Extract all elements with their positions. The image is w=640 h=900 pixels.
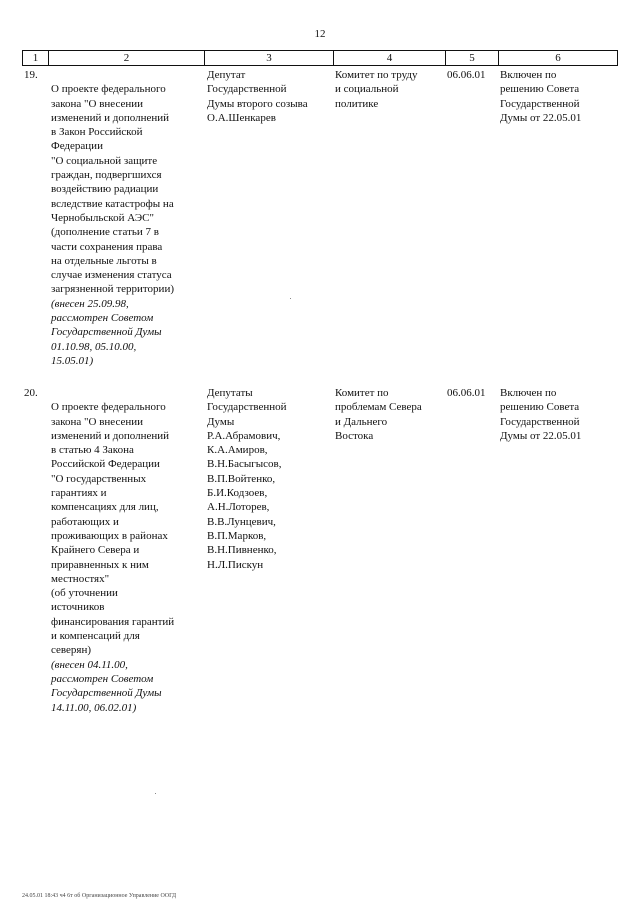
bill-title-cell — [51, 386, 203, 729]
column-header: 4 — [333, 51, 445, 65]
bill-title: О проекте федерального закона "О внесении изменений и дополнений в Закон Российской Федерации "О социальной защите граждан, подвергшихся воздействию радиации вследствие катастрофы на Чернобыльской АЭС" (дополнение статьи 7 в части сохранения права на отдельные льготы в случае изменения статуса загрязненной территории) — [51, 83, 174, 296]
bill-submission-note: (внесен 04.11.00, рассмотрен Советом Государственной Думы 14.11.00, 06.02.01) — [51, 658, 162, 714]
scan-speck — [155, 793, 156, 794]
column-header: 3 — [204, 51, 333, 65]
row-number: 19. — [24, 69, 38, 81]
bill-author: Депутаты Государственной Думы Р.А.Абрамович, К.А.Амиров, В.Н.Басыгысов, В.П.Войтенко, Б.И.Кодзоев, А.Н.Лоторев, В.В.Лунцевич, В.П.Марков, В.Н.Пивненко, Н.Л.Пискун — [207, 387, 287, 571]
column-header: 5 — [445, 51, 498, 65]
consideration-date: 06.06.01 — [447, 69, 486, 81]
column-header: 6 — [498, 51, 618, 65]
column-header: 1 — [22, 51, 48, 65]
responsible-committee: Комитет по труду и социальной политике — [335, 69, 418, 110]
page-number: 12 — [314, 28, 326, 40]
bill-submission-note: (внесен 25.09.98, рассмотрен Советом Государственной Думы 01.10.98, 05.10.00, 15.05.01) — [51, 297, 162, 367]
row-number: 20. — [24, 387, 38, 399]
fax-footer-line: 24.05.01 18:43 ч4 6т об Организационное Управление ООГД — [22, 893, 177, 899]
scan-speck — [290, 298, 291, 299]
table-header-bottom-rule — [22, 65, 618, 66]
column-header: 2 — [48, 51, 204, 65]
consideration-date: 06.06.01 — [447, 387, 486, 399]
bill-author: Депутат Государственной Думы второго созыва О.А.Шенкарев — [207, 69, 308, 124]
responsible-committee: Комитет по проблемам Севера и Дальнего Востока — [335, 387, 422, 442]
inclusion-status: Включен по решению Совета Государственной Думы от 22.05.01 — [500, 69, 582, 124]
bill-title-cell — [51, 68, 203, 383]
table-header-row — [22, 51, 618, 65]
bill-title: О проекте федерального закона "О внесении изменений и дополнений в статью 4 Закона Российской Федерации "О государственных гарантиях и компенсациях для лиц, работающих и проживающих в районах Крайнего Севера и приравненных к ним местностях" (об уточнении источников финансирования гарантий и компенсаций для северян) — [51, 401, 175, 657]
inclusion-status: Включен по решению Совета Государственной Думы от 22.05.01 — [500, 387, 582, 442]
